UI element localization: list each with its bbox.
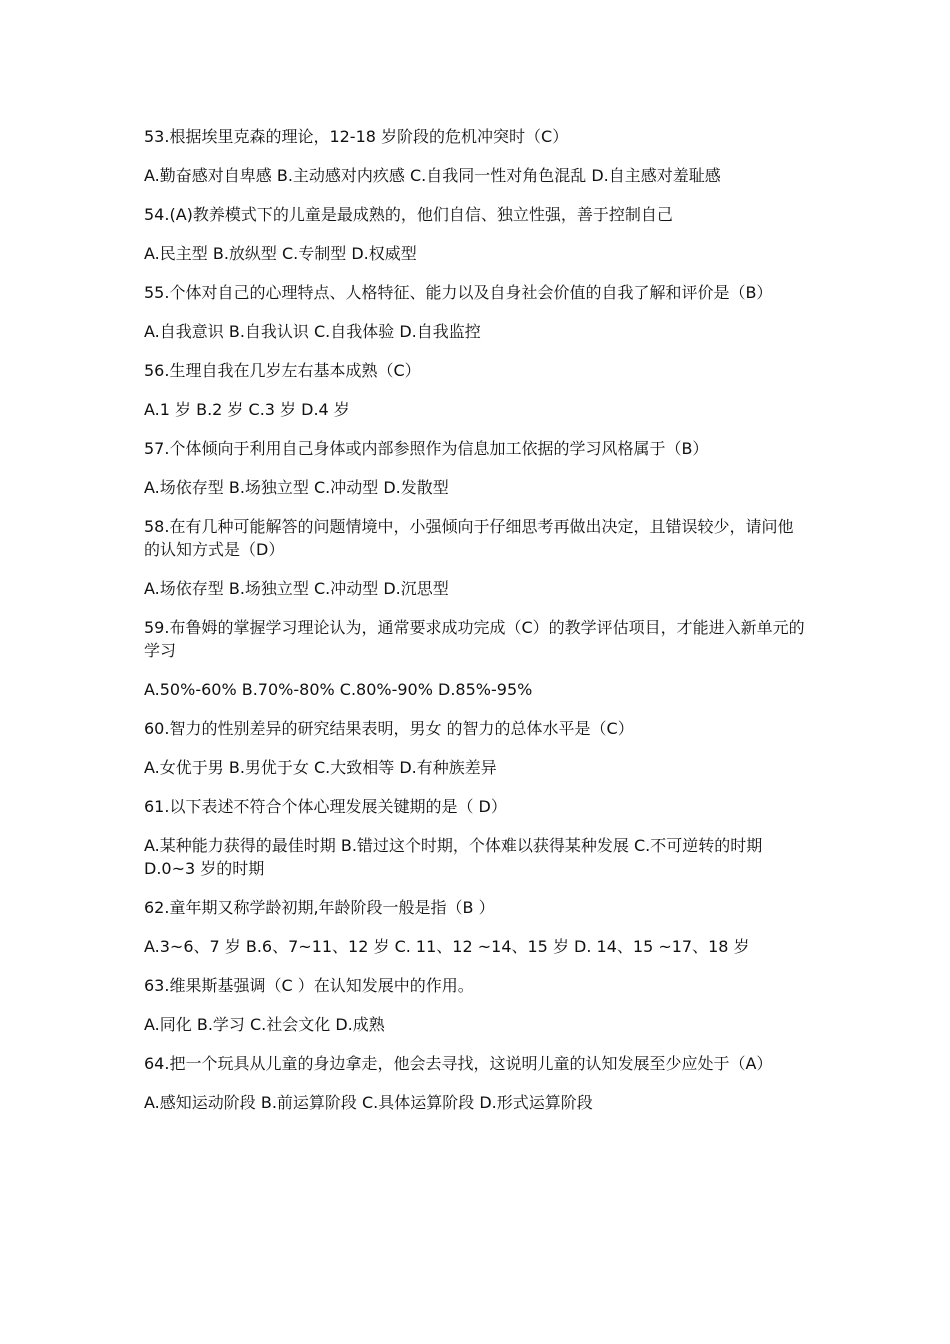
answer-options: A.民主型 B.放纵型 C.专制型 D.权威型: [144, 244, 417, 263]
question-text: 63.维果斯基强调（C ）在认知发展中的作用。: [144, 976, 474, 995]
answer-options: A.勤奋感对自卑感 B.主动感对内疚感 C.自我同一性对角色混乱 D.自主感对羞耻感: [144, 166, 721, 185]
answer-options: A.同化 B.学习 C.社会文化 D.成熟: [144, 1015, 385, 1034]
question-text: 55.个体对自己的心理特点、人格特征、能力以及自身社会价值的自我了解和评价是（B）: [144, 283, 773, 302]
question-text: 64.把一个玩具从儿童的身边拿走，他会去寻找，这说明儿童的认知发展至少应处于（A）: [144, 1054, 773, 1073]
question-text: 54.(A)教养模式下的儿童是最成熟的，他们自信、独立性强，善于控制自己: [144, 205, 673, 224]
answer-options: A.场依存型 B.场独立型 C.冲动型 D.沉思型: [144, 579, 449, 598]
answer-options: A.3~6、7 岁 B.6、7~11、12 岁 C. 11、12 ~14、15 岁 D. 14、15 ~17、18 岁: [144, 937, 750, 956]
answer-options: A.某种能力获得的最佳时期 B.错过这个时期，个体难以获得某种发展 C.不可逆转的时期 D.0~3 岁的时期: [144, 836, 763, 878]
answer-options: A.50%-60% B.70%-80% C.80%-90% D.85%-95%: [144, 680, 533, 699]
question-text: 60.智力的性别差异的研究结果表明，男女 的智力的总体水平是（C）: [144, 719, 634, 738]
answer-options: A.感知运动阶段 B.前运算阶段 C.具体运算阶段 D.形式运算阶段: [144, 1093, 593, 1112]
answer-options: A.1 岁 B.2 岁 C.3 岁 D.4 岁: [144, 400, 350, 419]
question-text: 59.布鲁姆的掌握学习理论认为，通常要求成功完成（C）的教学评估项目，才能进入新单元的学习: [144, 618, 805, 660]
answer-options: A.场依存型 B.场独立型 C.冲动型 D.发散型: [144, 478, 449, 497]
question-text: 58.在有几种可能解答的问题情境中，小强倾向于仔细思考再做出决定，且错误较少，请问他的认知方式是（D）: [144, 517, 794, 559]
question-text: 57.个体倾向于利用自己身体或内部参照作为信息加工依据的学习风格属于（B）: [144, 439, 709, 458]
question-text: 56.生理自我在几岁左右基本成熟（C）: [144, 361, 421, 380]
answer-options: A.自我意识 B.自我认识 C.自我体验 D.自我监控: [144, 322, 481, 341]
question-text: 53.根据埃里克森的理论，12-18 岁阶段的危机冲突时（C）: [144, 127, 569, 146]
question-text: 61.以下表述不符合个体心理发展关键期的是（ D）: [144, 797, 507, 816]
answer-options: A.女优于男 B.男优于女 C.大致相等 D.有种族差异: [144, 758, 497, 777]
question-text: 62.童年期又称学龄初期,年龄阶段一般是指（B ）: [144, 898, 495, 917]
question-list: [144, 125, 808, 1130]
